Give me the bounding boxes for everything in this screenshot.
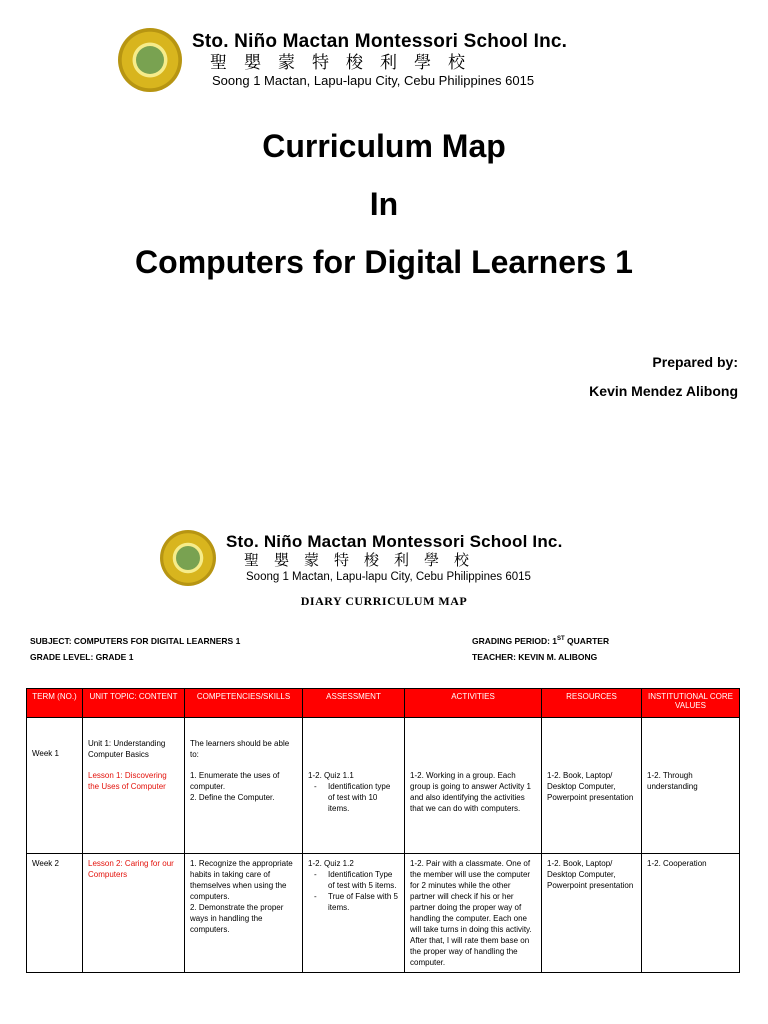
school-seal-logo (118, 28, 182, 92)
table-row-week-2 (27, 854, 740, 973)
activities-cell: 1-2. Working in a group. Each group is going to answer Activity 1 and also identifying the activities that we can do with computers. (405, 718, 542, 854)
school-chinese-name: 聖嬰蒙特梭利學校 (210, 53, 482, 73)
teacher-label: TEACHER: KEVIN M. ALIBONG (472, 652, 598, 662)
competency-item: 1. Recognize the appropriate habits in taking care of themselves when using the computers. (190, 859, 293, 902)
competency-item: 2. Define the Computer. (190, 793, 275, 803)
prepared-by-name: Kevin Mendez Alibong (589, 383, 738, 399)
school-address: Soong 1 Mactan, Lapu-lapu City, Cebu Philippines 6015 (246, 570, 531, 583)
diary-curriculum-map-title: DIARY CURRICULUM MAP (300, 594, 468, 608)
core-values-cell: 1-2. Cooperation (642, 854, 740, 973)
unit-cell (83, 718, 185, 854)
header-term: TERM (NO.) (27, 689, 83, 718)
assessment-item: - True of False with 5 items. (328, 891, 399, 913)
term-cell: Week 1 (27, 718, 83, 854)
resources-cell: 1-2. Book, Laptop/ Desktop Computer, Powerpoint presentation (542, 718, 642, 854)
school-name: Sto. Niño Mactan Montessori School Inc. (192, 31, 568, 53)
school-header-top (118, 28, 567, 92)
activities-cell: 1-2. Pair with a classmate. One of the member will use the computer for 2 minutes while the other partner will check if his or her partner doing the proper way of handling the computer. Each one will take turns in doing this activity. After that, I will rate them base on the proper way of handling the computer. (405, 854, 542, 973)
competency-item: 1. Enumerate the uses of computer. (190, 771, 280, 792)
competency-cell (185, 718, 303, 854)
cover-title-line-3: Computers for Digital Learners 1 (135, 244, 633, 280)
unit-cell (83, 854, 185, 973)
curriculum-map-table (26, 688, 740, 973)
school-text-block (192, 32, 567, 87)
grading-period-label: GRADING PERIOD: 1ST QUARTER (472, 636, 610, 646)
subject-label: SUBJECT: COMPUTERS FOR DIGITAL LEARNERS 1 (30, 636, 241, 646)
competency-intro: The learners should be able to: (190, 739, 290, 760)
competency-item: 2. Demonstrate the proper ways in handling the computers. (190, 903, 284, 935)
header-activities: ACTIVITIES (405, 689, 542, 718)
header-core-values: INSTITUTIONAL CORE VALUES (642, 689, 740, 718)
lesson-title: Lesson 1: Discovering the Uses of Computer (88, 771, 167, 792)
assessment-title: 1-2. Quiz 1.2 (308, 859, 354, 868)
school-text-block (226, 533, 563, 583)
cover-title-line-1: Curriculum Map (262, 128, 506, 164)
term-cell: Week 2 (27, 854, 83, 973)
core-values-cell: 1-2. Through understanding (642, 718, 740, 854)
school-chinese-name: 聖嬰蒙特梭利學校 (244, 552, 485, 570)
header-unit-topic: UNIT TOPIC: CONTENT (83, 689, 185, 718)
assessment-cell (303, 718, 405, 854)
cover-title-line-2: In (369, 186, 399, 222)
resources-cell: 1-2. Book, Laptop/ Desktop Computer, Powerpoint presentation (542, 854, 642, 973)
table-header-row (27, 689, 740, 718)
assessment-item: - Identification Type of test with 5 items. (328, 869, 399, 891)
unit-title: Unit 1: Understanding Computer Basics (88, 739, 166, 760)
assessment-title: 1-2. Quiz 1.1 (308, 771, 354, 780)
school-header-diary (160, 530, 563, 586)
lesson-title: Lesson 2: Caring for our Computers (88, 859, 174, 880)
table-row-week-1 (27, 718, 740, 854)
school-address: Soong 1 Mactan, Lapu-lapu City, Cebu Philippines 6015 (212, 73, 535, 89)
assessment-cell (303, 854, 405, 973)
school-seal-logo (160, 530, 216, 586)
grade-level-label: GRADE LEVEL: GRADE 1 (30, 652, 134, 662)
prepared-by-label: Prepared by: (652, 354, 738, 370)
header-resources: RESOURCES (542, 689, 642, 718)
header-competencies: COMPETENCIES/SKILLS (185, 689, 303, 718)
assessment-item: - Identification type of test with 10 items. (328, 781, 399, 814)
school-name: Sto. Niño Mactan Montessori School Inc. (226, 532, 563, 552)
competency-cell (185, 854, 303, 973)
header-assessment: ASSESSMENT (303, 689, 405, 718)
